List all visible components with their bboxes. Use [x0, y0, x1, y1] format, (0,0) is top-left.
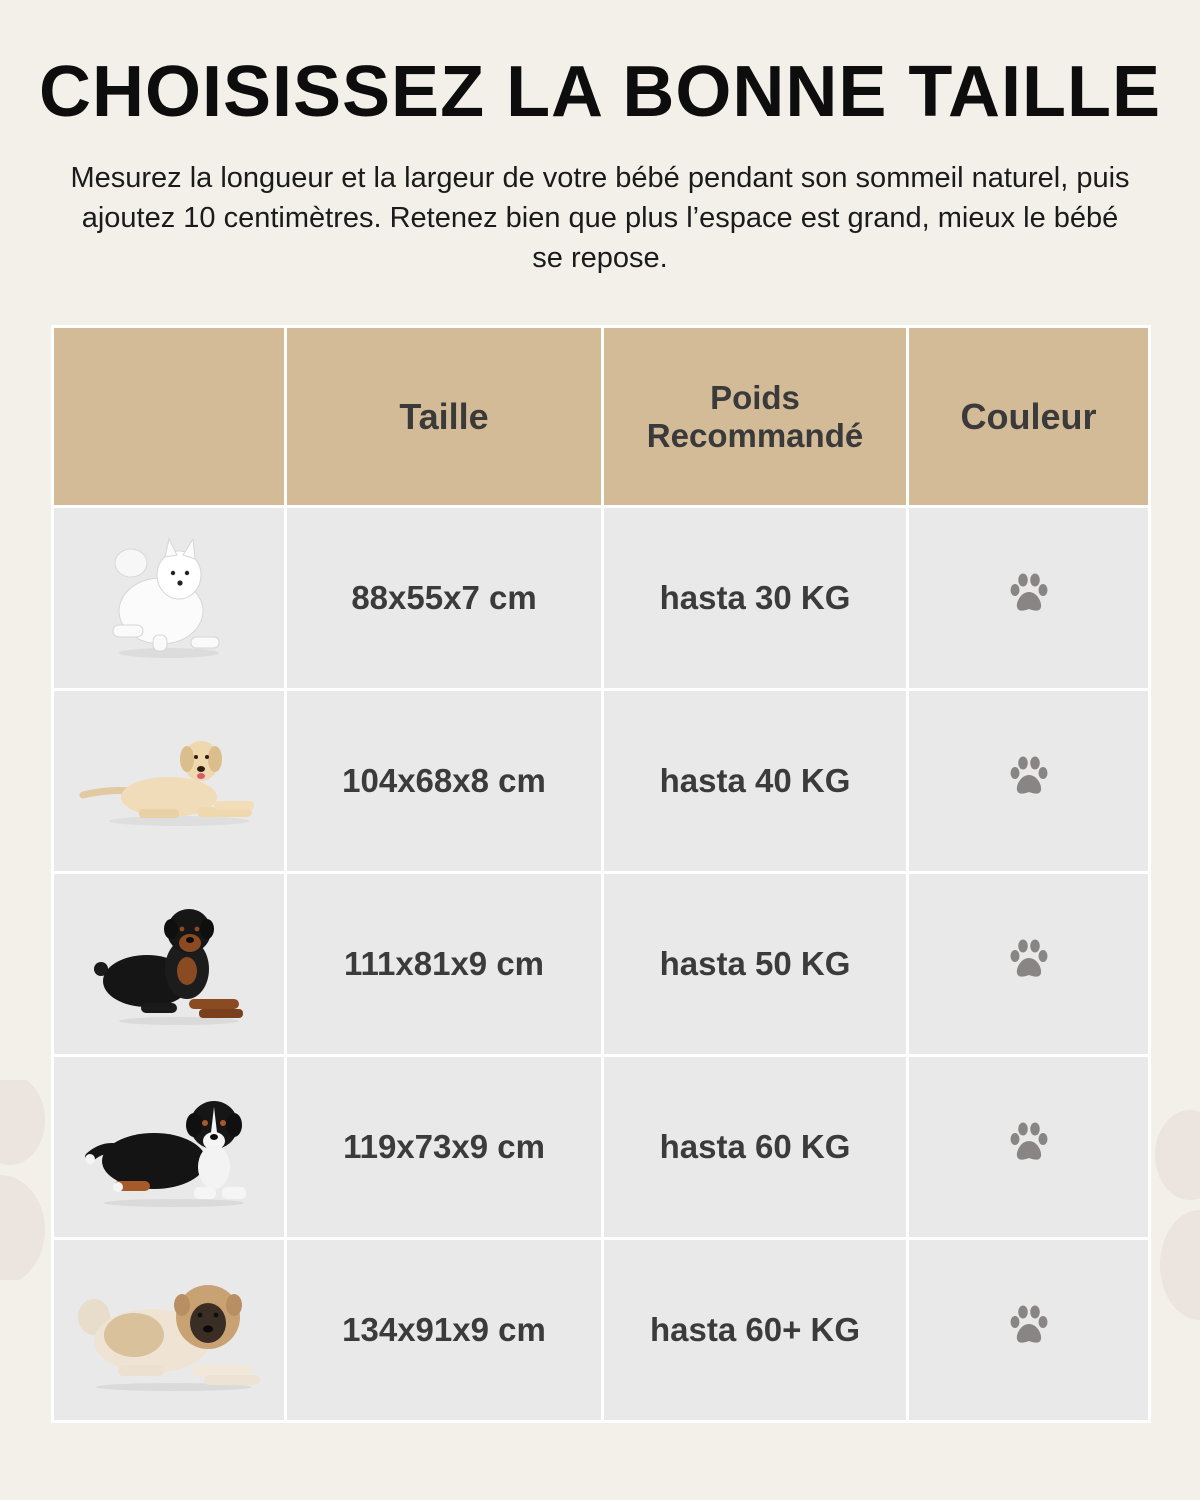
paw-icon [1007, 938, 1051, 982]
size-cell: 88x55x7 cm [286, 507, 603, 690]
size-cell: 134x91x9 cm [286, 1239, 603, 1422]
dog-image-cell [53, 1239, 286, 1422]
bernese-mountain-dog-image [84, 1085, 254, 1210]
table-row [53, 1239, 1150, 1422]
paw-icon [1007, 572, 1051, 616]
color-cell [908, 1239, 1150, 1422]
dog-image-cell [53, 507, 286, 690]
dog-image-cell [53, 1056, 286, 1239]
dog-image-cell [53, 690, 286, 873]
table-header-row [53, 327, 1150, 507]
weight-cell: hasta 30 KG [603, 507, 908, 690]
weight-cell: hasta 50 KG [603, 873, 908, 1056]
size-table [51, 325, 1151, 1423]
white-samoyed-dog-image [99, 533, 239, 663]
paw-icon [1007, 755, 1051, 799]
paw-icon [1007, 1121, 1051, 1165]
color-cell [908, 873, 1150, 1056]
table-row [53, 507, 1150, 690]
weight-cell: hasta 40 KG [603, 690, 908, 873]
table-row [53, 1056, 1150, 1239]
dog-image-cell [53, 873, 286, 1056]
color-cell [908, 507, 1150, 690]
labrador-dog-image [79, 731, 259, 831]
table-row [53, 873, 1150, 1056]
page-title: CHOISISSEZ LA BONNE TAILLE [38, 52, 1162, 132]
page-subtitle: Mesurez la longueur et la largeur de votre bébé pendant son sommeil naturel, puis ajoutez 10 centimètres. Retenez bien que plus l’espace est grand, mieux le bébé se repose. [70, 162, 1130, 274]
size-cell: 104x68x8 cm [286, 690, 603, 873]
poids-header-line1: Poids [710, 378, 800, 416]
header-cell-poids [603, 327, 908, 507]
size-cell: 119x73x9 cm [286, 1056, 603, 1239]
header-cell-image [53, 327, 286, 507]
color-cell [908, 690, 1150, 873]
table-row [53, 690, 1150, 873]
poids-header-line2: Recommandé [646, 416, 864, 454]
rottweiler-dog-image [89, 899, 249, 1029]
weight-cell: hasta 60+ KG [603, 1239, 908, 1422]
weight-cell: hasta 60 KG [603, 1056, 908, 1239]
color-cell [908, 1056, 1150, 1239]
size-cell: 111x81x9 cm [286, 873, 603, 1056]
header-cell-couleur: Couleur [908, 327, 1150, 507]
caucasian-shepherd-dog-image [74, 1265, 264, 1395]
header-cell-taille: Taille [286, 327, 603, 507]
paw-icon [1007, 1304, 1051, 1348]
